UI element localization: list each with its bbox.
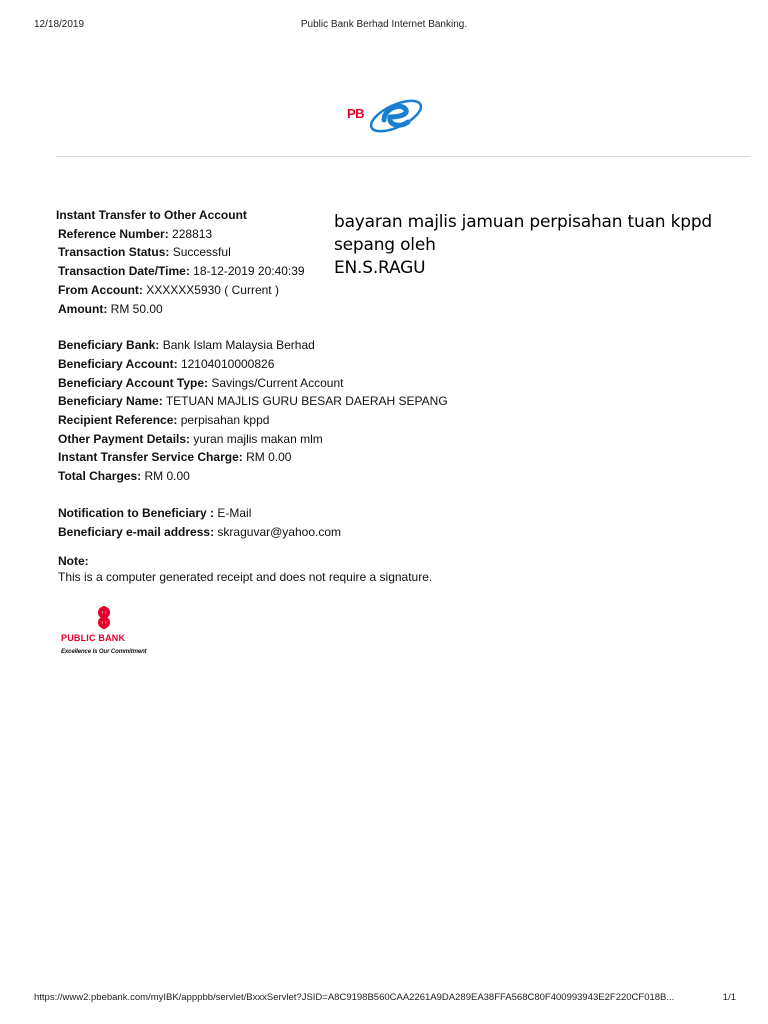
detail-label: Beneficiary Name: xyxy=(58,394,163,409)
detail-row-beneficiary-account-type xyxy=(58,374,358,393)
page-number: 1/1 xyxy=(722,992,736,1003)
detail-value: RM 50.00 xyxy=(110,301,163,316)
print-url: https://www2.pbebank.com/myIBK/apppbb/servlet/BxxxServlet?JSID=A8C9198B560CAA2261A9DA289EA38FFA568C80F400993943E2F220CF018B... xyxy=(34,992,675,1003)
note-text: This is a computer generated receipt and does not require a signature. xyxy=(58,570,433,584)
detail-value: TETUAN MAJLIS GURU BESAR DAERAH SEPANG xyxy=(165,394,448,409)
print-page-title: Public Bank Berhad Internet Banking. xyxy=(300,19,468,30)
receipt-heading: Instant Transfer to Other Account xyxy=(56,208,247,222)
detail-value: 18-12-2019 20:40:39 xyxy=(193,264,305,279)
detail-row-reference-number xyxy=(58,225,358,244)
public-bank-logo xyxy=(58,605,168,661)
detail-value: Successful xyxy=(172,245,231,260)
detail-row-from-account xyxy=(58,281,358,300)
section-spacer xyxy=(58,318,358,336)
detail-row-beneficiary-name xyxy=(58,392,448,411)
detail-label: Instant Transfer Service Charge: xyxy=(58,450,243,465)
detail-row-notification xyxy=(58,504,358,523)
detail-row-beneficiary-email xyxy=(58,523,358,542)
detail-row-amount xyxy=(58,300,358,319)
detail-value: 228813 xyxy=(172,226,213,241)
detail-label: Amount: xyxy=(58,301,108,316)
detail-value: E-Mail xyxy=(217,505,252,520)
detail-label: Recipient Reference: xyxy=(58,413,178,428)
detail-value: skraguvar@yahoo.com xyxy=(217,524,341,539)
pbe-logo-letters: PB xyxy=(347,106,365,121)
detail-label: Reference Number: xyxy=(58,226,169,241)
note-title: Note: xyxy=(58,554,89,568)
detail-row-other-payment-details xyxy=(58,430,358,449)
public-bank-tagline: Excellence Is Our Commitment xyxy=(61,649,147,655)
detail-label: Beneficiary Bank: xyxy=(58,338,160,353)
detail-row-recipient-reference xyxy=(58,411,358,430)
detail-row-beneficiary-bank xyxy=(58,336,358,355)
detail-value: RM 0.00 xyxy=(246,450,292,465)
detail-row-transaction-status xyxy=(58,243,358,262)
detail-label: Notification to Beneficiary : xyxy=(58,505,215,520)
annotation-line: sepang oleh xyxy=(334,235,436,255)
annotation-text xyxy=(334,211,754,280)
detail-label: Beneficiary e-mail address: xyxy=(58,524,215,539)
detail-value: yuran majlis makan mlm xyxy=(193,431,323,446)
detail-label: Total Charges: xyxy=(58,469,142,484)
detail-label: Other Payment Details: xyxy=(58,431,191,446)
detail-value: 12104010000826 xyxy=(180,356,275,371)
detail-label: Beneficiary Account: xyxy=(58,356,178,371)
detail-value: RM 0.00 xyxy=(144,469,190,484)
detail-label: From Account: xyxy=(58,282,143,297)
detail-row-beneficiary-account xyxy=(58,355,358,374)
annotation-line: bayaran majlis jamuan perpisahan tuan kppd xyxy=(334,212,713,232)
detail-row-transaction-datetime xyxy=(58,262,358,281)
annotation-line: EN.S.RAGU xyxy=(334,258,426,278)
detail-label: Beneficiary Account Type: xyxy=(58,375,209,390)
print-date: 12/18/2019 xyxy=(34,19,85,30)
detail-row-total-charges xyxy=(58,467,358,486)
header-divider xyxy=(56,156,750,157)
detail-value: XXXXXX5930 ( Current ) xyxy=(146,282,279,297)
detail-value: Savings/Current Account xyxy=(211,375,344,390)
detail-label: Transaction Date/Time: xyxy=(58,264,190,279)
receipt-note xyxy=(58,553,432,585)
detail-value: perpisahan kppd xyxy=(180,413,270,428)
detail-row-service-charge xyxy=(58,448,358,467)
pbe-logo xyxy=(344,94,426,138)
detail-value: Bank Islam Malaysia Berhad xyxy=(162,338,315,353)
detail-label: Transaction Status: xyxy=(58,245,170,260)
public-bank-name: PUBLIC BANK xyxy=(61,633,126,643)
section-spacer xyxy=(58,486,358,504)
public-bank-emblem-icon xyxy=(58,605,168,635)
